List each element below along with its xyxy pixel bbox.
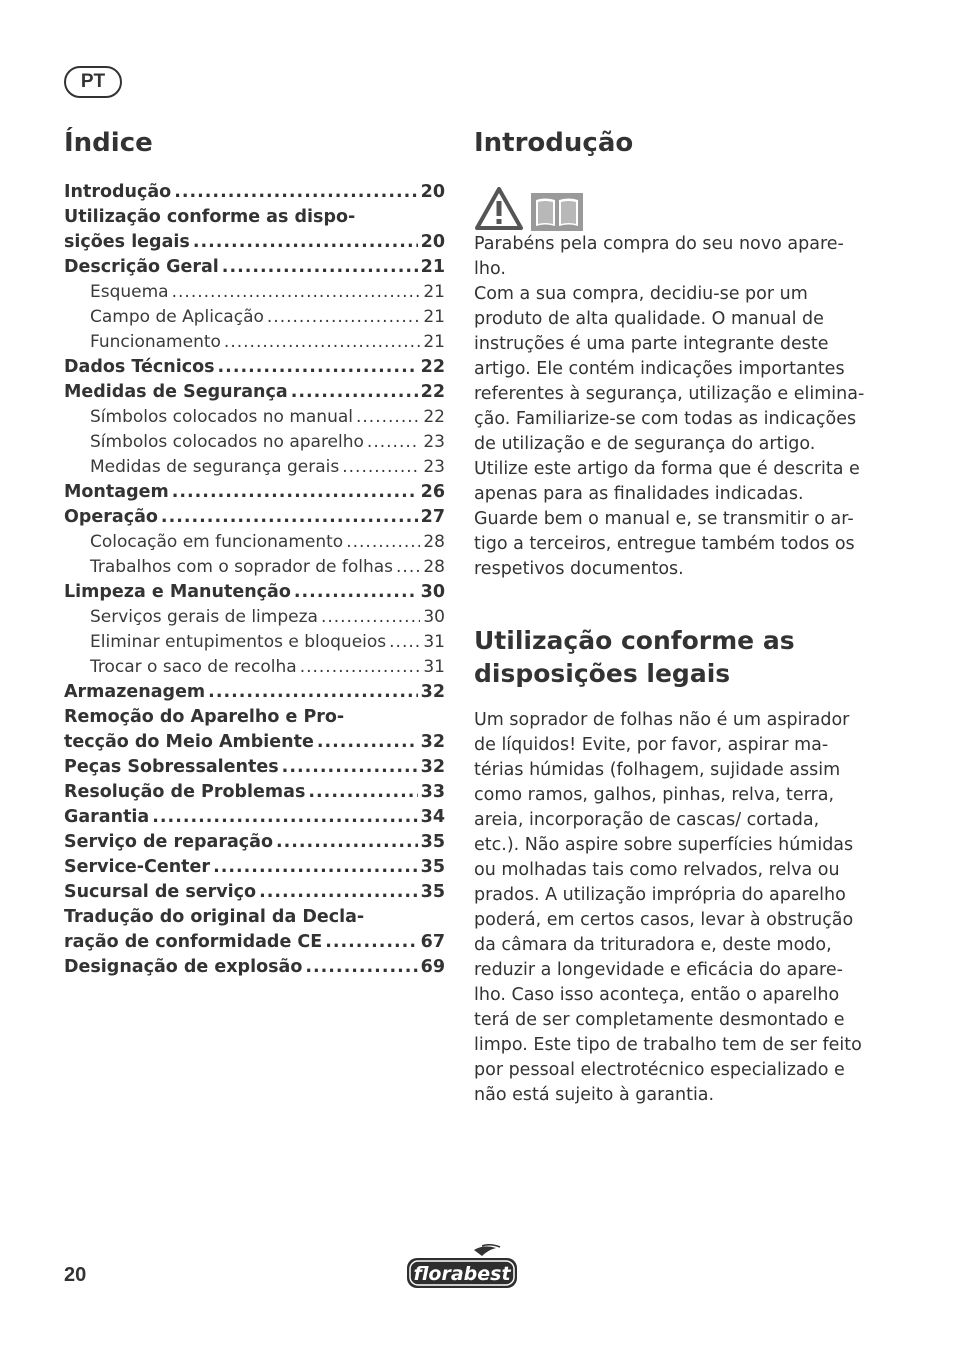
toc-leader-dots (291, 380, 418, 405)
toc-leader-dots (172, 280, 421, 305)
toc-leader-dots (342, 455, 420, 480)
toc-entry (64, 330, 445, 355)
toc-entry (64, 530, 445, 555)
toc-entry-title: Peças Sobressalentes (64, 757, 279, 777)
toc-entry-title: Limpeza e Manutenção (64, 582, 291, 602)
toc-leader-dots (396, 555, 420, 580)
toc-entry (64, 380, 445, 405)
toc-entry (64, 505, 445, 530)
toc-entry (64, 655, 445, 680)
toc-leader-dots (356, 405, 420, 430)
toc-entry (64, 930, 445, 955)
toc-entry (64, 605, 445, 630)
toc-page-number: 67 (420, 932, 445, 952)
toc-entry-title: Designação de explosão (64, 957, 303, 977)
toc-leader-dots (367, 430, 420, 455)
toc-entry-title: Serviço de reparação (64, 832, 273, 852)
florabest-logo (404, 1244, 520, 1292)
toc-page-number: 35 (420, 832, 445, 852)
toc-entry-title: Introdução (64, 182, 172, 202)
toc-page-number: 23 (423, 457, 445, 477)
toc-page-number: 32 (420, 732, 445, 752)
toc-page-number: 31 (423, 632, 445, 652)
usage-paragraph: Um soprador de folhas não é um aspirador de líquidos! Evite, por favor, aspirar ma- térias húmidas (folhagem, sujidade assim como ramos, galhos, pinhas, relva, terra, areia, incorporação de cascas/ cortada, etc.). Não aspire sobre superfícies húmidas ou molhadas tais como relvados, relva ou prados. A utilização imprópria do aparelho poderá, em certos casos, levar à obstrução da câmara da trituradora e, deste modo, reduzir a longevidade e eficácia do apare- lho. Caso isso aconteça, então o aparelho terá de ser completamente desmontado e limpo. Este tipo de trabalho tem de ser feito por pessoal electrotécnico especializado e não está sujeito à garantia. (474, 710, 862, 1105)
toc-page-number: 21 (423, 282, 445, 302)
svg-text:florabest: florabest (413, 1263, 511, 1285)
toc-entry-title: Montagem (64, 482, 169, 502)
toc-entry (64, 780, 445, 805)
toc-page-number: 28 (423, 557, 445, 577)
toc-entry-title: Resolução de Problemas (64, 782, 306, 802)
toc-leader-dots (321, 605, 420, 630)
toc-entry-title: Armazenagem (64, 682, 206, 702)
toc-page-number: 32 (420, 757, 445, 777)
toc-leader-dots (305, 955, 417, 980)
toc-page-number: 20 (420, 232, 445, 252)
toc-entry (64, 755, 445, 780)
toc-entry (64, 830, 445, 855)
toc-entry (64, 855, 445, 880)
toc-page-number: 22 (423, 407, 445, 427)
toc-page-number: 23 (423, 432, 445, 452)
toc-entry-title: Service-Center (64, 857, 211, 877)
toc-leader-dots (218, 355, 418, 380)
toc-entry (64, 355, 445, 380)
toc-entry-title: Sucursal de serviço (64, 882, 257, 902)
usage-heading: Utilização conforme as disposições legais (474, 626, 795, 688)
toc-entry-title: Tradução do original da Decla- (64, 907, 365, 927)
toc-entry-title: Utilização conforme as dispo- (64, 207, 356, 227)
toc-page-number: 20 (420, 182, 445, 202)
toc-page-number: 22 (420, 357, 445, 377)
table-of-contents (64, 124, 445, 980)
toc-leader-dots (325, 930, 417, 955)
toc-leader-dots (346, 530, 420, 555)
toc-entry (64, 555, 445, 580)
toc-entry (64, 455, 445, 480)
toc-entry-title: Remoção do Aparelho e Pro- (64, 707, 345, 727)
content-column (474, 124, 874, 1108)
toc-page-number: 35 (420, 882, 445, 902)
toc-page-number: 26 (420, 482, 445, 502)
toc-page-number: 21 (420, 257, 445, 277)
toc-entry (64, 180, 445, 205)
toc-entry-title: Operação (64, 507, 158, 527)
toc-leader-dots (208, 680, 417, 705)
manual-book-icon (530, 192, 584, 232)
toc-leader-dots (276, 830, 418, 855)
toc-page-number: 69 (420, 957, 445, 977)
toc-leader-dots (267, 305, 420, 330)
toc-entry (64, 680, 445, 705)
toc-title: Índice (64, 128, 153, 158)
toc-entry-title: Dados Técnicos (64, 357, 215, 377)
intro-icons (474, 184, 874, 232)
toc-leader-dots (259, 880, 418, 905)
toc-entry-title: ração de conformidade CE (64, 932, 323, 952)
toc-entry-title: Campo de Aplicação (90, 307, 264, 327)
toc-entry (64, 580, 445, 605)
toc-list (64, 180, 445, 980)
warning-triangle-icon (474, 186, 524, 232)
toc-entry-title: Medidas de Segurança (64, 382, 288, 402)
toc-entry-title: Medidas de segurança gerais (90, 457, 340, 477)
toc-entry-title: Descrição Geral (64, 257, 219, 277)
toc-page-number: 33 (420, 782, 445, 802)
toc-entry-title: Serviços gerais de limpeza (90, 607, 318, 627)
toc-leader-dots (193, 230, 418, 255)
toc-entry (64, 730, 445, 755)
toc-entry-title: Eliminar entupimentos e bloqueios (90, 632, 387, 652)
toc-entry-title: Garantia (64, 807, 150, 827)
toc-entry-title: Símbolos colocados no aparelho (90, 432, 364, 452)
toc-entry (64, 880, 445, 905)
toc-entry-title: Trocar o saco de recolha (90, 657, 297, 677)
toc-entry (64, 280, 445, 305)
toc-entry (64, 630, 445, 655)
toc-leader-dots (172, 480, 418, 505)
toc-page-number: 21 (423, 307, 445, 327)
toc-leader-dots (308, 780, 417, 805)
toc-page-number: 21 (423, 332, 445, 352)
toc-leader-dots (389, 630, 420, 655)
toc-entry (64, 480, 445, 505)
toc-entry (64, 230, 445, 255)
intro-paragraph: Com a sua compra, decidiu-se por um produto de alta qualidade. O manual de instruções é uma parte integrante deste artigo. Ele contém indicações importantes referentes à segurança, utilização e elimina- ção. Familiarize-se com todas as indicações de utilização e de segurança do artigo. Utilize este artigo da forma que é descrita e apenas para as finalidades indicadas. Guarde bem o manual e, se transmitir o ar- tigo a terceiros, entregue também todos os respetivos documentos. (474, 284, 865, 579)
toc-entry-title: Funcionamento (90, 332, 221, 352)
intro-heading: Introdução (474, 128, 634, 158)
toc-entry-title: tecção do Meio Ambiente (64, 732, 314, 752)
toc-leader-dots (161, 505, 418, 530)
intro-paragraph: Parabéns pela compra do seu novo apare- lho. (474, 234, 844, 279)
toc-page-number: 34 (420, 807, 445, 827)
language-badge: PT (64, 66, 122, 98)
toc-page-number: 31 (423, 657, 445, 677)
toc-leader-dots (224, 330, 420, 355)
toc-entry-title: Colocação em funcionamento (90, 532, 344, 552)
toc-leader-dots (152, 805, 417, 830)
toc-leader-dots (300, 655, 421, 680)
toc-page-number: 35 (420, 857, 445, 877)
toc-entry (64, 955, 445, 980)
toc-page-number: 22 (420, 382, 445, 402)
toc-entry-title: Esquema (90, 282, 169, 302)
toc-page-number: 28 (423, 532, 445, 552)
toc-entry (64, 430, 445, 455)
toc-entry (64, 305, 445, 330)
toc-entry (64, 405, 445, 430)
toc-leader-dots (294, 580, 418, 605)
toc-entry (64, 255, 445, 280)
toc-page-number: 30 (423, 607, 445, 627)
toc-entry-title: Trabalhos com o soprador de folhas (90, 557, 394, 577)
toc-leader-dots (174, 180, 417, 205)
toc-entry-title: sições legais (64, 232, 190, 252)
toc-leader-dots (222, 255, 418, 280)
toc-page-number: 30 (420, 582, 445, 602)
toc-leader-dots (213, 855, 418, 880)
toc-page-number: 32 (420, 682, 445, 702)
toc-leader-dots (282, 755, 418, 780)
toc-page-number: 27 (420, 507, 445, 527)
toc-entry (64, 805, 445, 830)
toc-leader-dots (317, 730, 418, 755)
page-number: 20 (64, 1264, 87, 1286)
toc-entry-title: Símbolos colocados no manual (90, 407, 353, 427)
